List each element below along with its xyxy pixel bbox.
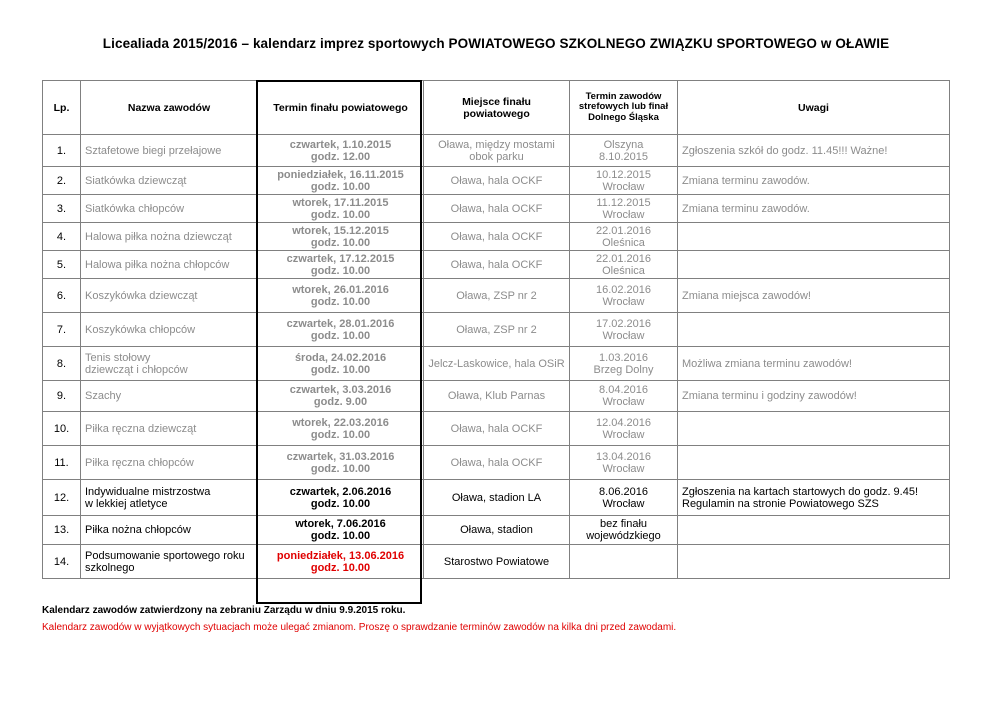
event-name	[81, 195, 258, 223]
row-number-text: 6.	[56, 289, 67, 302]
zone-term	[570, 279, 678, 313]
final-place	[424, 223, 570, 251]
event-name	[81, 279, 258, 313]
header-row	[43, 81, 950, 135]
final-term-text: godz. 12.00	[310, 150, 371, 163]
final-term	[258, 545, 424, 579]
zone-term-text: Wrocław	[602, 180, 645, 193]
final-term-text: godz. 10.00	[310, 264, 371, 277]
final-place	[424, 545, 570, 579]
final-term	[258, 195, 424, 223]
event-name-text: w lekkiej atletyce	[85, 497, 168, 510]
row-number	[43, 480, 81, 516]
table-row	[43, 223, 950, 251]
zone-term-text: 13.04.2016	[595, 450, 652, 463]
final-term	[258, 167, 424, 195]
zone-term	[570, 223, 678, 251]
calendar-table	[42, 80, 950, 579]
event-name-text: Piłka ręczna chłopców	[85, 456, 194, 469]
zone-term	[570, 135, 678, 167]
table-row	[43, 313, 950, 347]
zone-term-text: Wrocław	[602, 428, 645, 441]
final-place	[424, 279, 570, 313]
zone-term	[570, 545, 678, 579]
zone-term-text: bez finału	[599, 518, 648, 530]
final-term	[258, 135, 424, 167]
zone-term-text: Oleśnica	[602, 236, 645, 249]
final-place	[424, 381, 570, 412]
final-place-text: Oława, stadion	[460, 524, 533, 536]
final-term-text: poniedziałek, 16.11.2015	[277, 168, 404, 181]
final-term	[258, 223, 424, 251]
notes	[678, 381, 950, 412]
row-number-text: 9.	[56, 390, 67, 402]
event-name	[81, 167, 258, 195]
zone-term-text: 11.12.2015	[596, 196, 651, 209]
final-place-text: Oława, ZSP nr 2	[456, 323, 537, 336]
row-number-text: 1.	[56, 144, 67, 157]
zone-term-text: Wrocław	[602, 329, 645, 342]
zone-term-text: Wrocław	[602, 396, 645, 408]
event-name	[81, 446, 258, 480]
notes	[678, 251, 950, 279]
notes	[678, 313, 950, 347]
event-name-text: Piłka ręczna dziewcząt	[85, 422, 197, 435]
zone-term-text: wojewódzkiego	[586, 530, 661, 542]
final-term-text: godz. 10.00	[310, 295, 371, 308]
notes	[678, 516, 950, 545]
final-term-text: godz. 9.00	[313, 396, 368, 408]
notes-text: Zmiana miejsca zawodów!	[682, 289, 811, 302]
row-number-text: 8.	[56, 357, 67, 370]
event-name-text: dziewcząt i chłopców	[85, 363, 188, 376]
final-term	[258, 516, 424, 545]
zone-term	[570, 480, 678, 516]
event-name-text: Sztafetowe biegi przełajowe	[85, 144, 222, 157]
final-term-text: poniedziałek, 13.06.2016	[276, 549, 405, 562]
final-term	[258, 446, 424, 480]
footer-change-warning: Kalendarz zawodów w wyjątkowych sytuacjach może ulegać zmianom. Proszę o sprawdzanie terminów zawodów na kilka dni przed zawodami.	[42, 622, 677, 633]
table-row	[43, 135, 950, 167]
final-term-text: wtorek, 15.12.2015	[292, 224, 389, 237]
zone-term-text: 8.04.2016	[599, 384, 648, 396]
final-place	[424, 195, 570, 223]
notes-text: Zgłoszenia szkół do godz. 11.45!!! Ważne!	[682, 144, 888, 157]
zone-term-text: Wrocław	[602, 462, 645, 475]
final-place	[424, 412, 570, 446]
event-name-text: Szachy	[85, 390, 122, 402]
zone-term-text: 22.01.2016	[595, 252, 652, 265]
row-number	[43, 412, 81, 446]
event-name-text: Tenis stołowy	[85, 351, 151, 364]
header-notes: Uwagi	[678, 81, 950, 135]
row-number	[43, 313, 81, 347]
final-term	[258, 251, 424, 279]
header-name: Nazwa zawodów	[81, 81, 258, 135]
header-zone: Termin zawodów strefowych lub finał Dolnego Śląska	[570, 81, 678, 135]
event-name-text: Koszykówka chłopców	[85, 323, 196, 336]
notes	[678, 223, 950, 251]
event-name-text: Indywidualne mistrzostwa	[85, 485, 211, 498]
final-term-text: godz. 10.00	[310, 462, 371, 475]
row-number	[43, 347, 81, 381]
final-term	[258, 313, 424, 347]
final-place	[424, 251, 570, 279]
final-place-text: Oława, hala OCKF	[450, 456, 543, 469]
row-number	[43, 195, 81, 223]
final-term	[258, 381, 424, 412]
zone-term	[570, 381, 678, 412]
final-term-text: godz. 10.00	[310, 530, 371, 542]
final-place-text: Oława, hala OCKF	[450, 422, 543, 435]
event-name	[81, 313, 258, 347]
row-number-text: 11.	[54, 456, 69, 469]
footer-approval-note: Kalendarz zawodów zatwierdzony na zebraniu Zarządu w dniu 9.9.2015 roku.	[42, 605, 406, 616]
zone-term-text: 12.04.2016	[595, 416, 652, 429]
row-number	[43, 223, 81, 251]
table-row	[43, 516, 950, 545]
final-term	[258, 480, 424, 516]
final-term-text: wtorek, 7.06.2016	[295, 518, 386, 530]
table-row	[43, 381, 950, 412]
final-term-text: czwartek, 31.03.2016	[286, 450, 395, 463]
final-term-text: godz. 10.00	[310, 208, 371, 221]
event-name	[81, 412, 258, 446]
final-place-text: Oława, hala OCKF	[450, 258, 543, 271]
table-row	[43, 251, 950, 279]
final-term-text: czwartek, 3.03.2016	[289, 384, 392, 396]
notes-text: Zmiana terminu zawodów.	[682, 174, 810, 187]
notes-text: Zmiana terminu zawodów.	[682, 202, 810, 215]
zone-term	[570, 167, 678, 195]
zone-term-text: 1.03.2016	[599, 351, 648, 364]
table-row	[43, 279, 950, 313]
notes-text: Zgłoszenia na kartach startowych do godz. 9.45!	[682, 485, 919, 498]
notes-text: Możliwa zmiana terminu zawodów!	[682, 357, 852, 370]
final-place-text: Oława, Klub Parnas	[447, 390, 546, 402]
final-term-text: wtorek, 26.01.2016	[292, 283, 389, 296]
final-place	[424, 446, 570, 480]
event-name-text: Siatkówka chłopców	[85, 202, 185, 215]
event-name	[81, 381, 258, 412]
event-name	[81, 545, 258, 579]
final-place	[424, 480, 570, 516]
row-number-text: 7.	[56, 323, 67, 336]
final-place-text: Starostwo Powiatowe	[443, 555, 550, 568]
final-place-text: Oława, hala OCKF	[450, 230, 543, 243]
row-number	[43, 545, 81, 579]
header-lp: Lp.	[43, 81, 81, 135]
notes	[678, 195, 950, 223]
final-term-text: wtorek, 22.03.2016	[292, 416, 389, 429]
row-number	[43, 251, 81, 279]
zone-term-text: Wrocław	[602, 208, 645, 221]
zone-term-text: Wrocław	[602, 295, 645, 308]
row-number-text: 2.	[56, 174, 67, 187]
final-term-text: godz. 10.00	[310, 497, 371, 510]
event-name	[81, 347, 258, 381]
final-place	[424, 135, 570, 167]
notes	[678, 135, 950, 167]
header-place: Miejsce finału powiatowego	[424, 81, 570, 135]
event-name	[81, 251, 258, 279]
notes	[678, 545, 950, 579]
zone-term	[570, 516, 678, 545]
event-name-text: Podsumowanie sportowego roku	[85, 549, 245, 562]
final-term-text: czwartek, 17.12.2015	[286, 252, 395, 265]
final-term-text: godz. 10.00	[310, 561, 371, 574]
final-term-text: godz. 10.00	[310, 329, 371, 342]
notes-text: Zmiana terminu i godziny zawodów!	[682, 390, 857, 402]
row-number-text: 13.	[53, 524, 70, 536]
final-place-text: Oława, między mostami obok parku	[438, 138, 555, 163]
row-number-text: 12.	[53, 491, 70, 504]
final-place	[424, 347, 570, 381]
event-name	[81, 135, 258, 167]
row-number	[43, 446, 81, 480]
notes	[678, 412, 950, 446]
final-place	[424, 167, 570, 195]
zone-term	[570, 347, 678, 381]
final-term	[258, 279, 424, 313]
row-number	[43, 279, 81, 313]
final-place-text: Oława, stadion LA	[451, 491, 542, 504]
zone-term	[570, 446, 678, 480]
row-number	[43, 167, 81, 195]
zone-term-text: Wrocław	[602, 497, 645, 510]
row-number-text: 14.	[53, 555, 70, 568]
final-place-text: Jelcz-Laskowice, hala OSiR	[428, 357, 565, 370]
event-name-text: Koszykówka dziewcząt	[85, 289, 198, 302]
page-title: Licealiada 2015/2016 – kalendarz imprez sportowych POWIATOWEGO SZKOLNEGO ZWIĄZKU SPORTOWEGO w OŁAWIE	[102, 36, 890, 51]
event-name	[81, 516, 258, 545]
final-place-text: Oława, hala OCKF	[450, 174, 543, 187]
row-number	[43, 381, 81, 412]
event-name	[81, 223, 258, 251]
zone-term	[570, 251, 678, 279]
table-row	[43, 480, 950, 516]
zone-term-text: 22.01.2016	[595, 224, 652, 237]
row-number-text: 5.	[56, 258, 67, 271]
zone-term-text: Brzeg Dolny	[593, 363, 654, 376]
zone-term	[570, 412, 678, 446]
final-term-text: czwartek, 28.01.2016	[286, 317, 395, 330]
final-term-text: czwartek, 2.06.2016	[289, 485, 392, 498]
final-term-text: godz. 10.00	[310, 428, 371, 441]
zone-term-text: 16.02.2016	[595, 283, 652, 296]
final-term-text: godz. 10.00	[310, 363, 371, 376]
table-row	[43, 347, 950, 381]
row-number	[43, 135, 81, 167]
row-number-text: 3.	[56, 202, 67, 215]
final-term-text: wtorek, 17.11.2015	[292, 196, 389, 209]
final-place	[424, 313, 570, 347]
zone-term-text: 8.10.2015	[599, 150, 648, 163]
event-name-text: Halowa piłka nożna chłopców	[85, 258, 230, 271]
table-row	[43, 412, 950, 446]
table-row	[43, 446, 950, 480]
final-term	[258, 347, 424, 381]
notes	[678, 347, 950, 381]
final-place-text: Oława, ZSP nr 2	[456, 289, 537, 302]
final-term	[258, 412, 424, 446]
zone-term-text: 17.02.2016	[595, 317, 652, 330]
zone-term-text: Oleśnica	[602, 264, 645, 277]
zone-term-text: 10.12.2015	[595, 168, 652, 181]
final-place	[424, 516, 570, 545]
notes-text: Regulamin na stronie Powiatowego SZS	[682, 497, 879, 510]
zone-term	[570, 195, 678, 223]
notes	[678, 167, 950, 195]
row-number-text: 10.	[53, 422, 70, 435]
event-name-text: Piłka nożna chłopców	[85, 524, 191, 536]
zone-term	[570, 313, 678, 347]
notes	[678, 480, 950, 516]
row-number-text: 4.	[56, 230, 67, 243]
event-name	[81, 480, 258, 516]
event-name-text: szkolnego	[85, 561, 135, 574]
table-row	[43, 545, 950, 579]
notes	[678, 279, 950, 313]
event-name-text: Siatkówka dziewcząt	[85, 174, 187, 187]
notes	[678, 446, 950, 480]
final-term-text: środa, 24.02.2016	[294, 351, 387, 364]
event-name-text: Halowa piłka nożna dziewcząt	[85, 230, 232, 243]
final-term-text: godz. 10.00	[310, 180, 371, 193]
final-place-text: Oława, hala OCKF	[450, 202, 543, 215]
table-row	[43, 167, 950, 195]
final-term-text: godz. 10.00	[310, 236, 371, 249]
row-number	[43, 516, 81, 545]
zone-term-text: 8.06.2016	[599, 485, 648, 498]
zone-term-text: Olszyna	[603, 138, 644, 151]
final-term-text: czwartek, 1.10.2015	[289, 138, 392, 151]
header-term: Termin finału powiatowego	[258, 81, 424, 135]
table-row	[43, 195, 950, 223]
